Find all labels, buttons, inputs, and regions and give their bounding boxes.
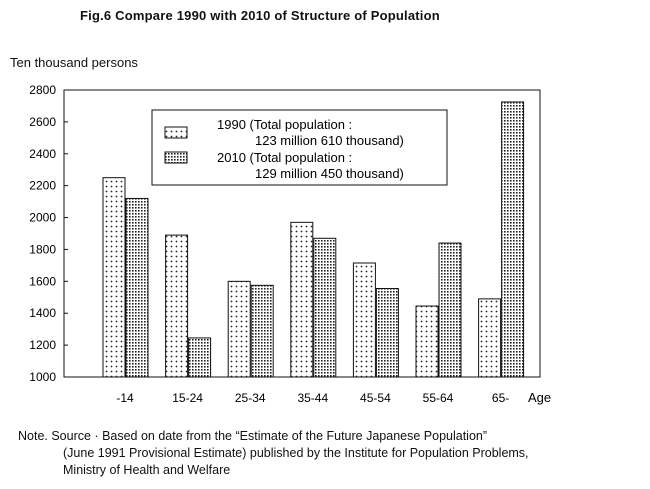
bar-1990--14 xyxy=(103,178,125,377)
y-tick-label: 1800 xyxy=(29,242,56,257)
y-tick-label: 1600 xyxy=(29,274,56,289)
bar-2010-25-34 xyxy=(251,285,273,377)
y-tick-label: 1000 xyxy=(29,370,56,384)
note-line-3: Ministry of Health and Welfare xyxy=(63,463,231,477)
y-tick-label: 2200 xyxy=(29,178,56,193)
bar-1990-55-64 xyxy=(416,306,438,377)
y-tick-label: 2600 xyxy=(29,114,56,129)
bar-2010-35-44 xyxy=(314,238,336,377)
y-tick-label: 2400 xyxy=(29,146,56,161)
x-axis-unit-label: Age xyxy=(528,390,552,405)
y-tick-label: 2000 xyxy=(29,210,56,225)
x-tick-label: 25-34 xyxy=(234,391,266,405)
y-tick-label: 2800 xyxy=(29,83,56,97)
y-axis-unit-label: Ten thousand persons xyxy=(10,55,138,70)
source-note xyxy=(18,428,529,479)
y-axis xyxy=(29,83,68,384)
legend xyxy=(152,110,447,185)
x-tick-label: 35-44 xyxy=(297,391,329,405)
x-tick-label: -14 xyxy=(116,391,134,405)
figure-title: Fig.6 Compare 1990 with 2010 of Structure of Population xyxy=(80,8,440,23)
x-tick-label: 15-24 xyxy=(172,391,203,405)
x-tick-label: 45-54 xyxy=(360,391,391,405)
bar-2010-45-54 xyxy=(376,289,398,377)
bar-1990-65- xyxy=(479,299,501,377)
legend-swatch-2010 xyxy=(165,152,187,163)
x-axis xyxy=(116,391,509,405)
legend-2010-line2: 129 million 450 thousand) xyxy=(255,166,404,181)
bar-1990-15-24 xyxy=(166,235,188,377)
bar-2010--14 xyxy=(126,198,148,377)
y-tick-label: 1200 xyxy=(29,338,56,353)
x-tick-label: 65- xyxy=(491,391,510,405)
note-line-1: Note. Source · Based on date from the “Estimate of the Future Japanese Population” xyxy=(18,429,488,443)
y-tick-label: 1400 xyxy=(29,306,56,321)
note-line-2: (June 1991 Provisional Estimate) published by the Institute for Population Problems, xyxy=(63,446,529,460)
bar-1990-45-54 xyxy=(353,263,375,377)
bar-2010-15-24 xyxy=(189,338,211,377)
legend-2010-line1: 2010 (Total population : xyxy=(217,150,353,165)
bar-1990-35-44 xyxy=(291,222,313,377)
bar-1990-25-34 xyxy=(228,281,250,377)
bar-2010-55-64 xyxy=(439,243,461,377)
legend-1990-line1: 1990 (Total population : xyxy=(217,117,353,132)
legend-swatch-1990 xyxy=(165,127,187,138)
bar-2010-65- xyxy=(502,102,524,377)
legend-1990-line2: 123 million 610 thousand) xyxy=(255,133,404,148)
x-tick-label: 55-64 xyxy=(422,391,454,405)
